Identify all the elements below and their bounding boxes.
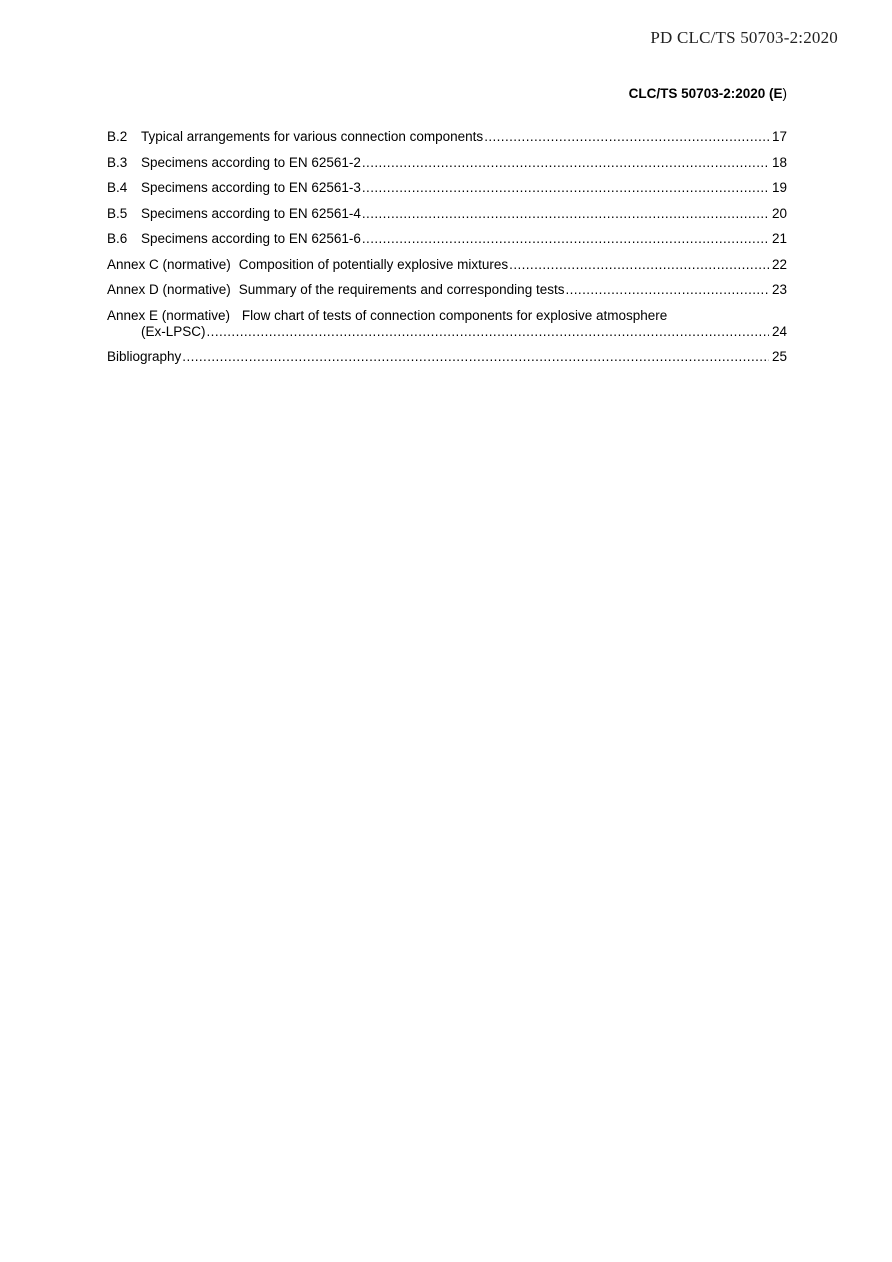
toc-entry-b2[interactable] (107, 129, 787, 145)
toc-page-number: 25 (771, 349, 787, 364)
toc-entry-number: B.2 (107, 129, 128, 144)
toc-entry-title-line2: (Ex-LPSC) (141, 323, 206, 339)
toc-page-number: 24 (771, 323, 787, 339)
toc-dot-leader (362, 180, 769, 196)
toc-dot-leader (362, 231, 769, 247)
toc-page-number: 21 (771, 231, 787, 246)
toc-page-number: 20 (771, 205, 787, 221)
toc-dot-leader (509, 257, 769, 273)
toc-dot-leader (565, 282, 769, 298)
toc-entry-annex-c[interactable] (107, 257, 787, 273)
toc-dot-leader (207, 324, 769, 340)
toc-entry-title: Specimens according to EN 62561-4 (141, 205, 361, 221)
toc-page-number: 17 (771, 129, 787, 144)
toc-entry-title: Specimens according to EN 62561-2 (141, 154, 361, 170)
toc-page-number: 18 (771, 154, 787, 170)
toc-entry-title: Summary of the requirements and corresponding tests (238, 282, 565, 297)
toc-entry-number: B.3 (107, 154, 128, 170)
toc-dot-leader (484, 129, 769, 145)
toc-entry-number: B.5 (107, 205, 128, 221)
toc-entry-b5[interactable] (107, 206, 787, 222)
toc-page-number: 22 (771, 256, 787, 272)
document-id (629, 86, 787, 101)
toc-dot-leader (362, 206, 769, 222)
toc-annex-label: Annex D (normative) (107, 282, 231, 297)
toc-page-number: 23 (771, 282, 787, 297)
toc-entry-number: B.4 (107, 180, 128, 195)
table-of-contents (107, 129, 787, 375)
toc-page-number: 19 (771, 180, 787, 195)
toc-annex-label: Annex E (normative) (107, 307, 231, 323)
toc-entry-title: Typical arrangements for various connection components (141, 129, 484, 144)
toc-entry-annex-d[interactable] (107, 282, 787, 298)
toc-entry-title: Specimens according to EN 62561-6 (141, 231, 361, 246)
toc-entry-b6[interactable] (107, 231, 787, 247)
toc-entry-bibliography[interactable] (107, 349, 787, 365)
toc-entry-title: Bibliography (107, 349, 182, 364)
document-reference-header: PD CLC/TS 50703-2:2020 (650, 28, 838, 47)
toc-entry-b3[interactable] (107, 155, 787, 171)
toc-entry-title-line1: Flow chart of tests of connection components for explosive atmosphere (241, 307, 668, 323)
toc-entry-annex-e[interactable] (107, 308, 787, 340)
toc-entry-number: B.6 (107, 231, 128, 246)
document-id-text: CLC/TS 50703-2:2020 (E (628, 86, 783, 101)
toc-entry-title: Specimens according to EN 62561-3 (141, 180, 361, 195)
toc-entry-title: Composition of potentially explosive mixtures (238, 256, 509, 272)
document-id-paren: ) (782, 86, 787, 101)
toc-annex-label: Annex C (normative) (107, 256, 231, 272)
toc-entry-b4[interactable] (107, 180, 787, 196)
toc-dot-leader (362, 155, 769, 171)
toc-dot-leader (182, 349, 769, 365)
